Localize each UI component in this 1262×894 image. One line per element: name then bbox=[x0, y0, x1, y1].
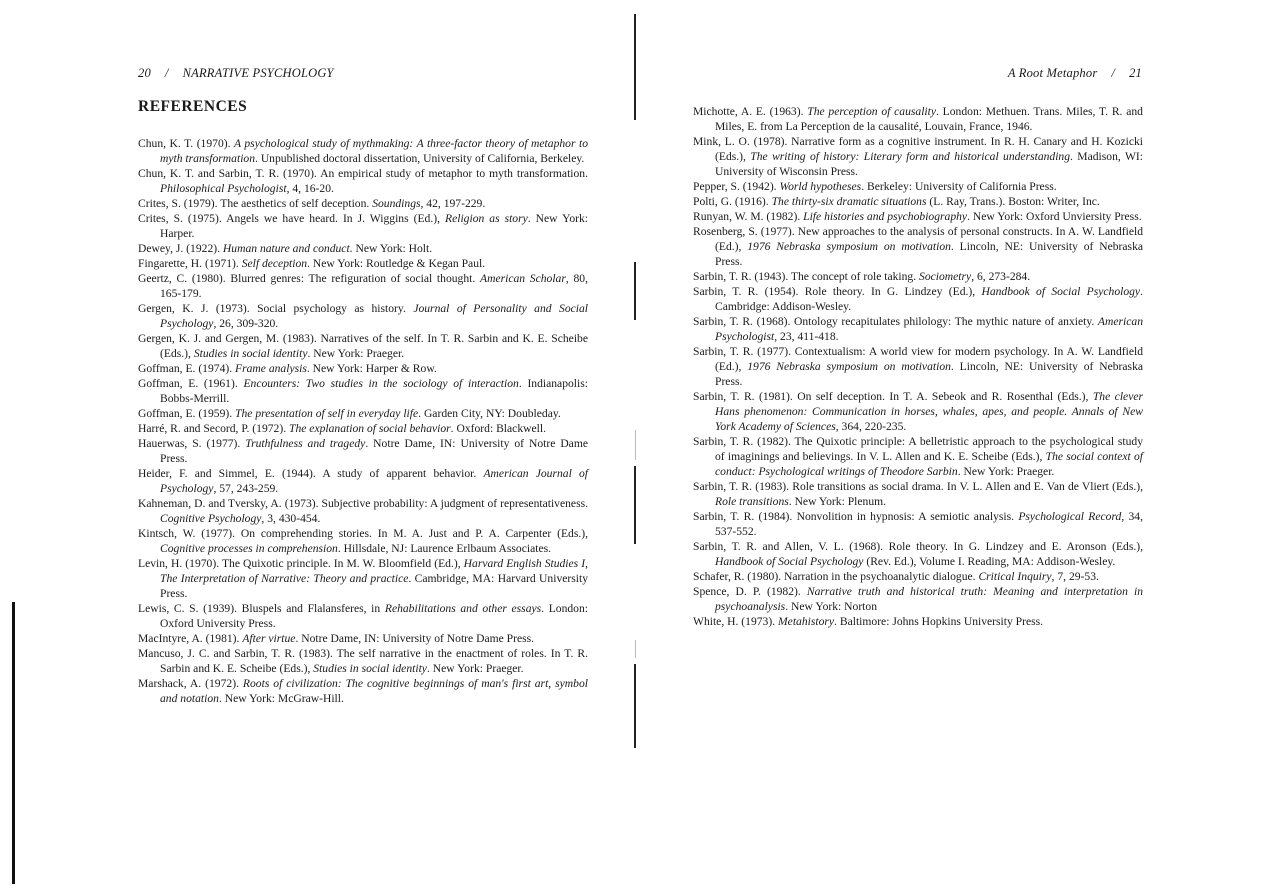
reference-tail: . Lincoln, NE: University of Nebraska Press. bbox=[715, 240, 1144, 268]
reference-title: American Psychologist bbox=[715, 315, 1143, 343]
reference-title: Role transitions bbox=[715, 495, 789, 508]
reference-tail: . New York: Praeger. bbox=[957, 465, 1055, 478]
reference-entry bbox=[138, 256, 588, 271]
reference-text: Mancuso, J. C. and Sarbin, T. R. (1983). The self narrative in the enactment of roles. In T. R. Sarbin and K. E. Scheibe (Eds.), bbox=[138, 647, 588, 675]
reference-tail: . New York: Holt. bbox=[349, 242, 433, 255]
reference-title: Religion as story bbox=[445, 212, 528, 225]
reference-entry bbox=[693, 569, 1143, 584]
reference-text: Fingarette, H. (1971). bbox=[138, 257, 242, 270]
reference-title: Self deception bbox=[241, 257, 308, 270]
reference-text: Harré, R. and Secord, P. (1972). bbox=[138, 422, 290, 435]
reference-title: Cognitive processes in comprehension bbox=[160, 542, 338, 555]
reference-text: Geertz, C. (1980). Blurred genres: The refiguration of social thought. bbox=[138, 272, 480, 285]
reference-entry bbox=[138, 556, 588, 601]
reference-title: The explanation of social behavior bbox=[289, 422, 451, 435]
reference-tail: , 6, 273-284. bbox=[971, 270, 1031, 283]
reference-text: Heider, F. and Simmel, E. (1944). A study of apparent behavior. bbox=[138, 467, 484, 480]
right-page bbox=[631, 0, 1262, 894]
reference-text: Sarbin, T. R. (1984). Nonvolition in hypnosis: A semiotic analysis. bbox=[693, 510, 1019, 523]
reference-text: MacIntyre, A. (1981). bbox=[138, 632, 243, 645]
reference-text: Goffman, E. (1961). bbox=[138, 377, 244, 390]
reference-tail: . Notre Dame, IN: University of Notre Dame Press. bbox=[295, 632, 535, 645]
reference-tail: . Indianapolis: Bobbs-Merrill. bbox=[160, 377, 588, 405]
reference-title: The perception of causality bbox=[807, 105, 936, 118]
reference-entry bbox=[138, 361, 588, 376]
reference-title: Psychological Record bbox=[1018, 510, 1122, 523]
reference-entry bbox=[693, 134, 1143, 179]
reference-entry bbox=[693, 344, 1143, 389]
reference-text: Polti, G. (1916). bbox=[693, 195, 772, 208]
reference-title: Philosophical Psychologist bbox=[160, 182, 287, 195]
reference-entry bbox=[138, 421, 588, 436]
reference-tail: , 364, 220-235. bbox=[835, 420, 907, 433]
reference-text: Gergen, K. J. and Gergen, M. (1983). Narratives of the self. In T. R. Sarbin and K. E. Scheibe (Eds.), bbox=[138, 332, 588, 360]
reference-title: Metahistory bbox=[778, 615, 835, 628]
reference-tail: . Hillsdale, NJ: Laurence Erlbaum Associates. bbox=[337, 542, 551, 555]
reference-entry bbox=[693, 434, 1143, 479]
reference-title: The writing of history: Literary form and historical understanding bbox=[750, 150, 1071, 163]
reference-entry bbox=[138, 241, 588, 256]
reference-text: Sarbin, T. R. and Allen, V. L. (1968). Role theory. In G. Lindzey and E. Aronson (Eds.), bbox=[693, 540, 1143, 553]
reference-entry bbox=[138, 271, 588, 301]
reference-title: Handbook of Social Psychology bbox=[715, 555, 864, 568]
reference-title: The social context of conduct: Psychological writings of Theodore Sarbin bbox=[715, 450, 1143, 478]
reference-title: The thirty-six dramatic situations bbox=[771, 195, 927, 208]
reference-text: Rosenberg, S. (1977). New approaches to the analysis of personal constructs. In A. W. Landfield (Ed.), bbox=[693, 225, 1143, 253]
reference-entry bbox=[693, 539, 1143, 569]
reference-tail: . New York: Norton bbox=[785, 600, 877, 613]
reference-text: Mink, L. O. (1978). Narrative form as a cognitive instrument. In R. H. Canary and H. Kozicki (Eds.), bbox=[693, 135, 1143, 163]
reference-entry bbox=[138, 676, 588, 706]
reference-entry bbox=[693, 104, 1143, 134]
reference-entry bbox=[693, 479, 1143, 509]
reference-text: Pepper, S. (1942). bbox=[693, 180, 780, 193]
reference-entry bbox=[138, 196, 588, 211]
reference-title: Studies in social identity bbox=[193, 347, 308, 360]
reference-tail: . New York: Oxford Unviersity Press. bbox=[967, 210, 1142, 223]
reference-text: Schafer, R. (1980). Narration in the psychoanalytic dialogue. bbox=[693, 570, 979, 583]
reference-title: Roots of civilization: The cognitive beginnings of man's first art, symbol and notation bbox=[160, 677, 588, 705]
reference-tail: . London: Methuen. Trans. Miles, T. R. and Miles, E. from La Perception de la causalité, Louvain, France, 1946. bbox=[715, 105, 1143, 133]
reference-entry bbox=[693, 284, 1143, 314]
reference-entry bbox=[138, 646, 588, 676]
reference-tail: . Garden City, NY: Doubleday. bbox=[418, 407, 561, 420]
reference-tail: . Berkeley: University of California Press. bbox=[861, 180, 1057, 193]
reference-title: Sociometry bbox=[919, 270, 972, 283]
reference-text: Goffman, E. (1959). bbox=[138, 407, 236, 420]
reference-text: Sarbin, T. R. (1982). The Quixotic principle: A belletristic approach to the psychological study of imaginings and believings. In V. L. Allen and K. E. Scheibe (Eds.), bbox=[693, 435, 1143, 463]
reference-tail: , 34, 537-552. bbox=[715, 510, 1143, 538]
reference-entry bbox=[693, 209, 1143, 224]
reference-tail: , 80, 165-179. bbox=[160, 272, 588, 300]
reference-text: Levin, H. (1970). The Quixotic principle. In M. W. Bloomfield (Ed.), bbox=[138, 557, 464, 570]
reference-entry bbox=[138, 136, 588, 166]
reference-tail: (L. Ray, Trans.). Boston: Writer, Inc. bbox=[926, 195, 1100, 208]
reference-text: Runyan, W. M. (1982). bbox=[693, 210, 804, 223]
reference-text: Crites, S. (1979). The aesthetics of self deception. bbox=[138, 197, 373, 210]
reference-entry bbox=[138, 466, 588, 496]
reference-entry bbox=[138, 496, 588, 526]
reference-text: Lewis, C. S. (1939). Bluspels and Flalansferes, in bbox=[138, 602, 385, 615]
reference-tail: . Oxford: Blackwell. bbox=[450, 422, 546, 435]
reference-text: White, H. (1973). bbox=[693, 615, 779, 628]
reference-entry bbox=[138, 166, 588, 196]
reference-tail: . Notre Dame, IN: University of Notre Dame Press. bbox=[160, 437, 588, 465]
reference-entry bbox=[138, 526, 588, 556]
reference-title: Rehabilitations and other essays bbox=[384, 602, 542, 615]
reference-text: Spence, D. P. (1982). bbox=[693, 585, 807, 598]
left-head-separator: / bbox=[164, 66, 169, 80]
reference-text: Chun, K. T. and Sarbin, T. R. (1970). An empirical study of metaphor to myth transformation. bbox=[138, 167, 588, 180]
reference-title: Narrative truth and historical truth: Meaning and interpretation in psychoanalysis bbox=[715, 585, 1143, 613]
reference-title: Harvard English Studies I, The Interpretation of Narrative: Theory and practice bbox=[160, 557, 588, 585]
reference-entry bbox=[693, 584, 1143, 614]
reference-title: 1976 Nebraska symposium on motivation bbox=[747, 240, 951, 253]
reference-entry bbox=[138, 436, 588, 466]
reference-tail: , 57, 243-259. bbox=[213, 482, 279, 495]
reference-title: American Journal of Psychology bbox=[160, 467, 588, 495]
reference-title: American Scholar bbox=[479, 272, 566, 285]
reference-entry bbox=[693, 614, 1143, 629]
reference-text: Sarbin, T. R. (1977). Contextualism: A world view for modern psychology. In A. W. Landfield (Ed.), bbox=[693, 345, 1143, 373]
reference-title: A psychological study of mythmaking: A three-factor theory of metaphor to myth transformation bbox=[160, 137, 588, 165]
reference-text: Michotte, A. E. (1963). bbox=[693, 105, 808, 118]
reference-tail: . Baltimore: Johns Hopkins University Press. bbox=[834, 615, 1044, 628]
reference-text: Sarbin, T. R. (1943). The concept of role taking. bbox=[693, 270, 920, 283]
reference-tail: , 3, 430-454. bbox=[261, 512, 321, 525]
reference-text: Sarbin, T. R. (1954). Role theory. In G. Lindzey (Ed.), bbox=[693, 285, 982, 298]
right-running-head bbox=[692, 66, 1142, 81]
reference-title: 1976 Nebraska symposium on motivation bbox=[747, 360, 951, 373]
reference-text: Goffman, E. (1974). bbox=[138, 362, 236, 375]
right-head-separator: / bbox=[1111, 66, 1116, 80]
reference-tail: , 42, 197-229. bbox=[420, 197, 486, 210]
reference-text: Marshack, A. (1972). bbox=[138, 677, 243, 690]
right-reference-list bbox=[693, 104, 1143, 629]
reference-entry bbox=[693, 224, 1143, 269]
reference-text: Hauerwas, S. (1977). bbox=[138, 437, 246, 450]
reference-tail: . New York: Harper. bbox=[160, 212, 588, 240]
reference-tail: , 4, 16-20. bbox=[286, 182, 334, 195]
reference-tail: , 7, 29-53. bbox=[1051, 570, 1099, 583]
left-running-head bbox=[138, 66, 588, 81]
reference-title: Life histories and psychobiography bbox=[803, 210, 968, 223]
right-running-title: A Root Metaphor bbox=[1007, 66, 1098, 80]
reference-text: Sarbin, T. R. (1983). Role transitions as social drama. In V. L. Allen and E. Van de Vliert (Eds.), bbox=[693, 480, 1143, 493]
reference-title: Soundings bbox=[372, 197, 421, 210]
reference-title: Encounters: Two studies in the sociology of interaction bbox=[243, 377, 519, 390]
left-page-number: 20 bbox=[138, 66, 151, 80]
reference-tail: . Cambridge: Addison-Wesley. bbox=[715, 285, 1143, 313]
reference-title: Truthfulness and tragedy bbox=[245, 437, 366, 450]
reference-tail: . Lincoln, NE: University of Nebraska Press. bbox=[715, 360, 1144, 388]
reference-entry bbox=[693, 314, 1143, 344]
reference-entry bbox=[693, 389, 1143, 434]
reference-text: Kahneman, D. and Tversky, A. (1973). Subjective probability: A judgment of representativeness. bbox=[138, 497, 588, 510]
reference-entry bbox=[138, 211, 588, 241]
reference-tail: . New York: Plenum. bbox=[788, 495, 887, 508]
reference-text: Chun, K. T. (1970). bbox=[138, 137, 235, 150]
reference-title: Cognitive Psychology bbox=[160, 512, 262, 525]
reference-tail: . Cambridge, MA: Harvard University Press. bbox=[160, 572, 588, 600]
reference-tail: . New York: Routledge & Kegan Paul. bbox=[307, 257, 486, 270]
reference-tail: . New York: Harper & Row. bbox=[306, 362, 437, 375]
reference-entry bbox=[138, 601, 588, 631]
reference-tail: , 26, 309-320. bbox=[213, 317, 279, 330]
reference-title: Journal of Personality and Social Psychology bbox=[160, 302, 588, 330]
reference-entry bbox=[693, 269, 1143, 284]
right-page-number: 21 bbox=[1129, 66, 1142, 80]
reference-tail: . New York: Praeger. bbox=[426, 662, 524, 675]
reference-tail: . London: Oxford University Press. bbox=[160, 602, 588, 630]
reference-text: Sarbin, T. R. (1981). On self deception. In T. A. Sebeok and R. Rosenthal (Eds.), bbox=[693, 390, 1093, 403]
reference-text: Dewey, J. (1922). bbox=[138, 242, 223, 255]
reference-entry bbox=[693, 509, 1143, 539]
reference-entry bbox=[693, 179, 1143, 194]
reference-title: Critical Inquiry bbox=[978, 570, 1052, 583]
reference-tail: . New York: McGraw-Hill. bbox=[218, 692, 344, 705]
reference-entry bbox=[138, 301, 588, 331]
reference-title: Frame analysis bbox=[235, 362, 307, 375]
left-running-title: NARRATIVE PSYCHOLOGY bbox=[182, 66, 334, 80]
reference-entry bbox=[138, 376, 588, 406]
reference-title: Handbook of Social Psychology bbox=[981, 285, 1141, 298]
reference-tail: (Rev. Ed.), Volume I. Reading, MA: Addison-Wesley. bbox=[863, 555, 1116, 568]
reference-text: Crites, S. (1975). Angels we have heard. In J. Wiggins (Ed.), bbox=[138, 212, 445, 225]
reference-entry bbox=[693, 194, 1143, 209]
reference-title: The clever Hans phenomenon: Communication in horses, whales, apes, and people. Annals of New York Academy of Sciences bbox=[715, 390, 1143, 433]
reference-entry bbox=[138, 406, 588, 421]
reference-text: Sarbin, T. R. (1968). Ontology recapitulates philology: The mythic nature of anxiety. bbox=[693, 315, 1098, 328]
reference-title: Human nature and conduct bbox=[222, 242, 350, 255]
reference-title: World hypotheses bbox=[779, 180, 862, 193]
reference-entry bbox=[138, 331, 588, 361]
reference-tail: . Madison, WI: University of Wisconsin Press. bbox=[715, 150, 1143, 178]
left-reference-list bbox=[138, 136, 588, 706]
reference-text: Kintsch, W. (1977). On comprehending stories. In M. A. Just and P. A. Carpenter (Eds.), bbox=[138, 527, 588, 540]
reference-title: Studies in social identity bbox=[313, 662, 427, 675]
reference-tail: . Unpublished doctoral dissertation, University of California, Berkeley. bbox=[255, 152, 585, 165]
reference-tail: . New York: Praeger. bbox=[307, 347, 405, 360]
reference-entry bbox=[138, 631, 588, 646]
reference-title: After virtue bbox=[242, 632, 296, 645]
reference-text: Gergen, K. J. (1973). Social psychology as history. bbox=[138, 302, 414, 315]
reference-title: The presentation of self in everyday life bbox=[235, 407, 419, 420]
references-heading: REFERENCES bbox=[138, 98, 248, 115]
reference-tail: , 23, 411-418. bbox=[774, 330, 839, 343]
